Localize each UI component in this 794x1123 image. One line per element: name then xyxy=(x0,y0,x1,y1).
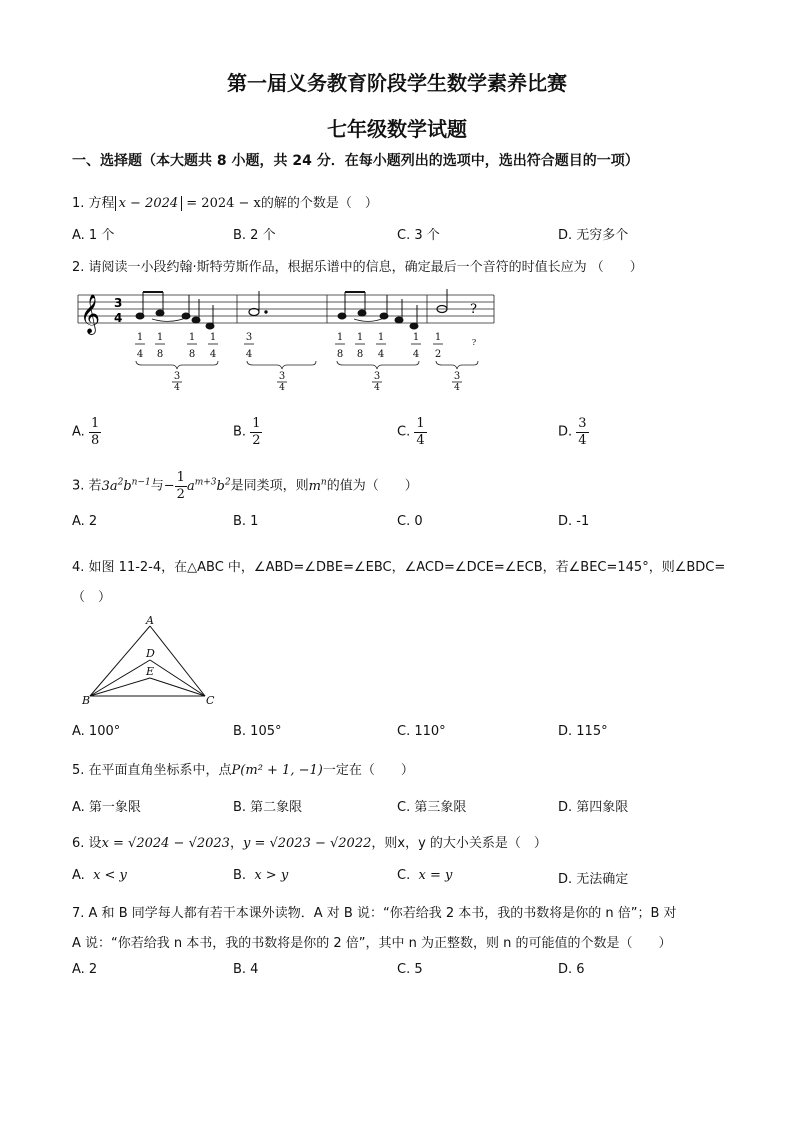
q3-option-d[interactable]: D. -1 xyxy=(558,514,590,529)
note-frac-num: 1 xyxy=(336,332,344,343)
q6-option-c[interactable]: C. x = y xyxy=(397,868,453,883)
q4-option-a[interactable]: A. 100° xyxy=(72,724,121,739)
q1-option-d[interactable]: D. 无穷多个 xyxy=(558,228,629,243)
measure-3-notes xyxy=(338,292,418,329)
label-b: B xyxy=(82,694,91,707)
q7-option-a[interactable]: A. 2 xyxy=(72,962,98,977)
q1-pre: 方程 xyxy=(88,196,115,211)
q7-option-d[interactable]: D. 6 xyxy=(558,962,585,977)
note-frac-num: 1 xyxy=(188,332,196,343)
q5-option-b[interactable]: B. 第二象限 xyxy=(233,800,303,815)
group-frac-den: 4 xyxy=(174,383,180,390)
q5-option-a[interactable]: A. 第一象限 xyxy=(72,800,141,815)
group-frac-num: 3 xyxy=(453,371,461,382)
group-frac-num: 3 xyxy=(373,371,381,382)
q1-number: 1. xyxy=(72,196,85,211)
q1-eq-right: = 2024 − x xyxy=(186,196,261,211)
question-4: 4. 如图 11-2-4，在△ABC 中，∠ABD=∠DBE=∠EBC，∠ACD=∠DCE=∠ECB，若∠BEC=145°，则∠BDC= xyxy=(72,560,726,575)
note-frac-num: 1 xyxy=(209,332,217,343)
note-frac-num: 1 xyxy=(412,332,420,343)
q1-option-c[interactable]: C. 3 个 xyxy=(397,228,440,243)
note-frac-den: 4 xyxy=(136,349,144,360)
section-heading: 一、选择题（本大题共 8 小题，共 24 分．在每小题列出的选项中，选出符合题目的一项） xyxy=(72,153,639,169)
group-frac-num: 3 xyxy=(173,371,181,382)
q7-option-c[interactable]: C. 5 xyxy=(397,962,423,977)
q6-option-d[interactable]: D. 无法确定 xyxy=(558,872,629,887)
question-4-paren: （ ） xyxy=(72,590,112,605)
triangle-figure xyxy=(80,612,220,710)
q2-option-a[interactable]: A. $\frac{1}{8}$ xyxy=(72,416,100,448)
question-7-line-2: A 说：“你若给我 n 本书，我的书数将是你的 2 倍”，其中 n 为正整数，则 n 的可能值的个数是（ ） xyxy=(72,936,672,951)
q4-option-b[interactable]: B. 105° xyxy=(233,724,282,739)
time-sig-bottom: 4 xyxy=(114,311,123,325)
q2-option-c[interactable]: C. $\frac{1}{4}$ xyxy=(397,416,425,448)
note-frac-num: 1 xyxy=(434,332,442,343)
note-frac-den: 8 xyxy=(188,349,196,360)
note-frac-num: 1 xyxy=(136,332,144,343)
q1-option-b[interactable]: B. 2 个 xyxy=(233,228,276,243)
note-frac-num: 1 xyxy=(356,332,364,343)
note-frac-den: 4 xyxy=(377,349,385,360)
note-frac-num: 1 xyxy=(377,332,385,343)
group-frac-den: 4 xyxy=(374,383,380,390)
q6-option-a[interactable]: A. x < y xyxy=(72,868,127,883)
page-title: 第一届义务教育阶段学生数学素养比赛 xyxy=(227,71,567,95)
note-frac-num: 3 xyxy=(245,332,253,343)
question-7-line-1: 7. A 和 B 同学每人都有若干本课外读物．A 对 B 说：“你若给我 2 本书，我的书数将是你的 n 倍”；B 对 xyxy=(72,906,677,921)
q1-option-a[interactable]: A. 1 个 xyxy=(72,228,115,243)
q3-option-c[interactable]: C. 0 xyxy=(397,514,423,529)
note-frac-den: 8 xyxy=(336,349,344,360)
label-e: E xyxy=(146,665,155,678)
q3-option-b[interactable]: B. 1 xyxy=(233,514,259,529)
treble-clef-icon: 𝄞 xyxy=(80,294,101,334)
note-frac-den: 4 xyxy=(209,349,217,360)
q5-option-d[interactable]: D. 第四象限 xyxy=(558,800,629,815)
note-frac-den: 4 xyxy=(412,349,420,360)
note-frac-den: 4 xyxy=(245,349,253,360)
music-score xyxy=(72,285,502,390)
note-frac-den: 8 xyxy=(356,349,364,360)
q7-option-b[interactable]: B. 4 xyxy=(233,962,259,977)
note-frac-num: 1 xyxy=(156,332,164,343)
q1-eq-left: x − 2024 xyxy=(118,196,179,211)
question-3: 3. 若$3a^2b^{n-1}$与− $\frac{1}{2}$ $a^{m+3}b^2$是同类项，则$m^n$的值为（ ） xyxy=(72,470,418,502)
note-frac-den: 2 xyxy=(434,349,442,360)
q4-option-d[interactable]: D. 115° xyxy=(558,724,608,739)
q4-option-c[interactable]: C. 110° xyxy=(397,724,446,739)
page-subtitle: 七年级数学试题 xyxy=(327,117,467,141)
group-frac-den: 4 xyxy=(279,383,285,390)
time-sig-top: 3 xyxy=(114,296,123,310)
measure-1-notes xyxy=(136,292,214,329)
note-frac-den: 8 xyxy=(156,349,164,360)
q5-option-c[interactable]: C. 第三象限 xyxy=(397,800,467,815)
score-question-mark: ? xyxy=(470,302,477,317)
q3-option-a[interactable]: A. 2 xyxy=(72,514,98,529)
q1-post: 的解的个数是（ ） xyxy=(260,196,378,211)
question-5: 5. 在平面直角坐标系中，点P(m² + 1, −1)一定在（ ） xyxy=(72,763,414,778)
question-2: 2. 请阅读一小段约翰·斯特劳斯作品，根据乐谱中的信息，确定最后一个音符的时值长应为 （ ） xyxy=(72,260,643,275)
group-frac-den: 4 xyxy=(454,383,460,390)
label-d: D xyxy=(146,647,155,660)
q2-option-b[interactable]: B. $\frac{1}{2}$ xyxy=(233,416,261,448)
label-c: C xyxy=(206,694,215,707)
question-6: 6. 设x = √2024 − √2023，y = √2023 − √2022，则x，y 的大小关系是（ ） xyxy=(72,836,547,851)
label-a: A xyxy=(146,614,154,627)
group-frac-num: 3 xyxy=(278,371,286,382)
last-note-question-mark: ? xyxy=(471,338,477,347)
q2-option-d[interactable]: D. $\frac{3}{4}$ xyxy=(558,416,587,448)
group-braces xyxy=(136,361,478,369)
q6-option-b[interactable]: B. x > y xyxy=(233,868,289,883)
question-1 xyxy=(72,192,378,211)
